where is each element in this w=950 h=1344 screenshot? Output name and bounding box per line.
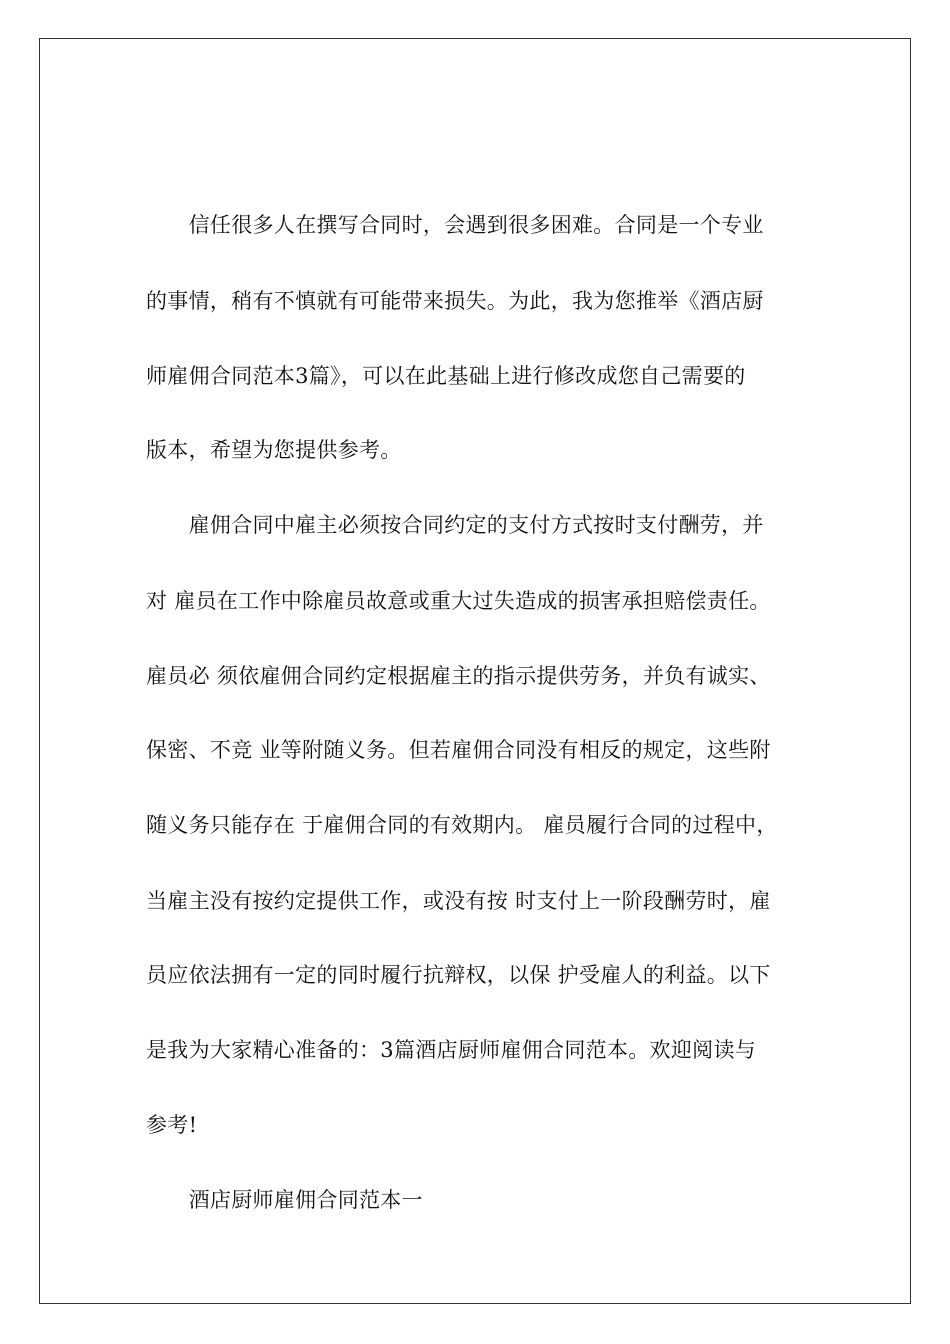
- intro-line-4: 版本，希望为您提供参考。: [146, 438, 402, 462]
- intro-line-3: 师雇佣合同范本3篇》，可以在此基础上进行修改成您自己需要的: [146, 364, 746, 388]
- body-line-8: 是我为大家精心准备的：3篇酒店厨师雇佣合同范本。欢迎阅读与: [146, 1038, 757, 1062]
- intro-line-2: 的事情，稍有不慎就有可能带来损失。为此，我为您推举《酒店厨: [146, 289, 764, 313]
- body-line-4: 保密、不竞 业等附随义务。但若雇佣合同没有相反的规定，这些附: [146, 738, 771, 762]
- body-line-1: 雇佣合同中雇主必须按合同约定的支付方式按时支付酬劳，并: [146, 513, 764, 537]
- body-line-7: 员应依法拥有一定的同时履行抗辩权，以保 护受雇人的利益。以下: [146, 963, 771, 987]
- body-line-2: 对 雇员在工作中除雇员故意或重大过失造成的损害承担赔偿责任。: [146, 589, 771, 613]
- body-line-9: 参考!: [146, 1113, 198, 1137]
- body-line-5: 随义务只能存在 于雇佣合同的有效期内。 雇员履行合同的过程中，: [146, 813, 778, 837]
- body-line-3: 雇员必 须依雇佣合同约定根据雇主的指示提供劳务，并负有诚实、: [146, 664, 771, 688]
- intro-line-1: 信任很多人在撰写合同时，会遇到很多困难。合同是一个专业: [146, 213, 764, 237]
- section-heading: 酒店厨师雇佣合同范本一: [146, 1188, 423, 1212]
- body-line-6: 当雇主没有按约定提供工作，或没有按 时支付上一阶段酬劳时，雇: [146, 889, 771, 913]
